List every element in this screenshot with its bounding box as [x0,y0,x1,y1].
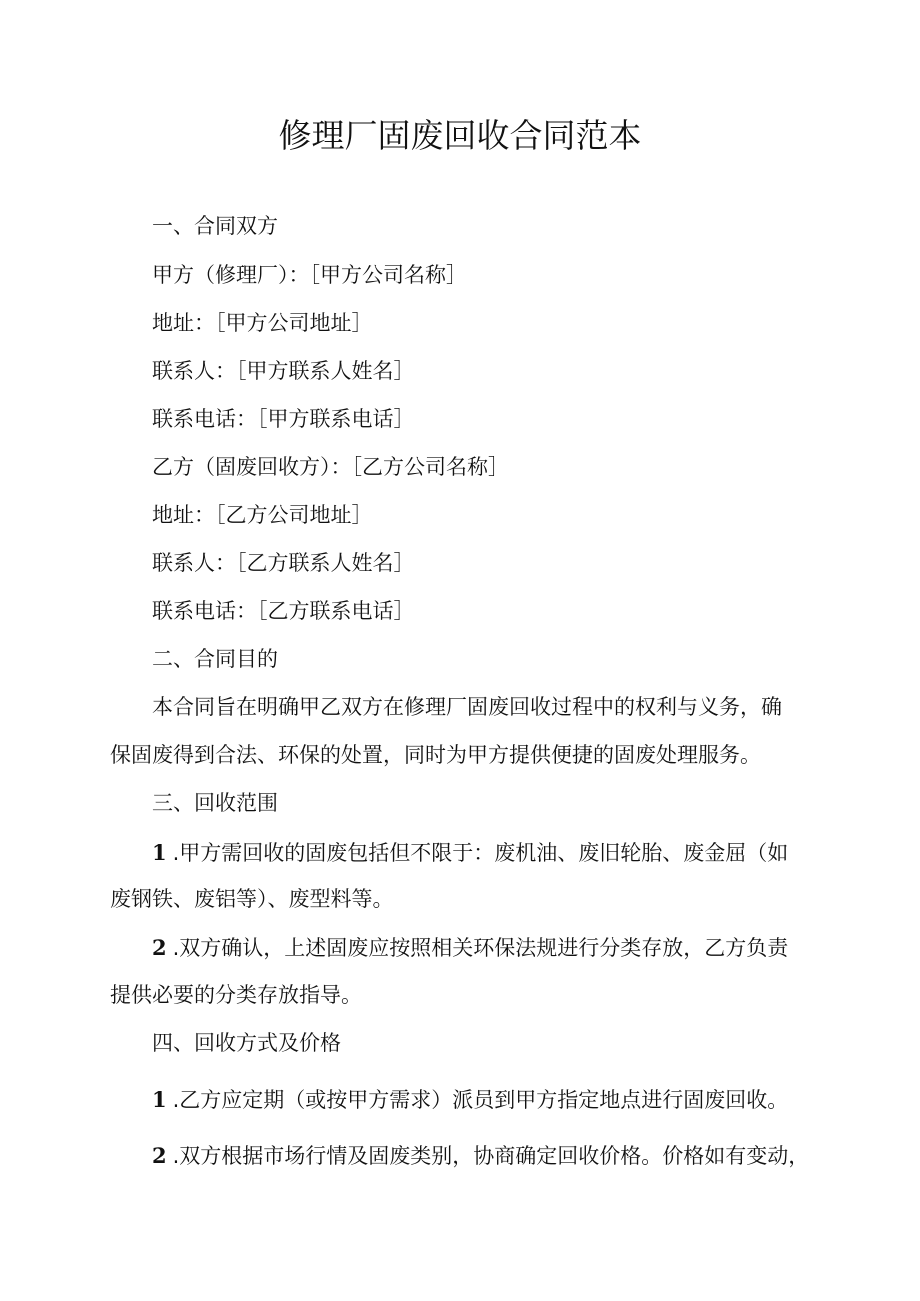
list-item-text: .双方确认，上述固废应按照相关环保法规进行分类存放，乙方负责 [172,936,789,960]
section-heading-parties: 一、合同双方 [152,214,278,238]
section-heading-purpose: 二、合同目的 [152,647,278,671]
list-item-text: .甲方需回收的固废包括但不限于：废机油、废旧轮胎、废金屈（如 [172,841,789,865]
purpose-paragraph-line-1: 本合同旨在明确甲乙双方在修理厂固废回收过程中的权利与义务，确 [152,695,782,719]
document-title: 修理厂固废回收合同范本 [278,116,642,155]
purpose-paragraph-line-2: 保固废得到合法、环保的处置，同时为甲方提供便捷的固废处理服务。 [110,743,761,767]
list-number: 2 [152,935,167,960]
method-item-2-line-1 [152,1141,809,1171]
party-a-address: 地址：［甲方公司地址］ [152,311,373,335]
scope-item-1-line-1 [152,838,788,868]
party-b-address: 地址：［乙方公司地址］ [152,503,373,527]
list-number: 2 [152,1143,167,1168]
party-b-name: 乙方（固废回收方）：［乙方公司名称］ [152,455,509,479]
scope-item-2-line-1 [152,933,788,963]
party-b-phone: 联系电话：［乙方联系电话］ [152,599,415,623]
party-a-contact: 联系人：［甲方联系人姓名］ [152,359,415,383]
list-number: 1 [152,1087,167,1112]
party-b-contact: 联系人：［乙方联系人姓名］ [152,551,415,575]
party-a-phone: 联系电话：［甲方联系电话］ [152,407,415,431]
list-item-text: .乙方应定期（或按甲方需求）派员到甲方指定地点进行固废回收。 [172,1088,789,1112]
list-number: 1 [152,840,167,865]
list-item-text: .双方根据市场行情及固废类别，协商确定回收价格。价格如有变动， [172,1144,810,1168]
party-a-name: 甲方（修理厂）：［甲方公司名称］ [152,263,467,287]
scope-item-2-line-2: 提供必要的分类存放指导。 [110,983,362,1007]
section-heading-method-price: 四、回收方式及价格 [152,1031,341,1055]
scope-item-1-line-2: 废钢铁、废铝等）、废型料等。 [110,887,394,911]
section-heading-scope: 三、回收范围 [152,791,278,815]
method-item-1-line-1 [152,1085,788,1115]
